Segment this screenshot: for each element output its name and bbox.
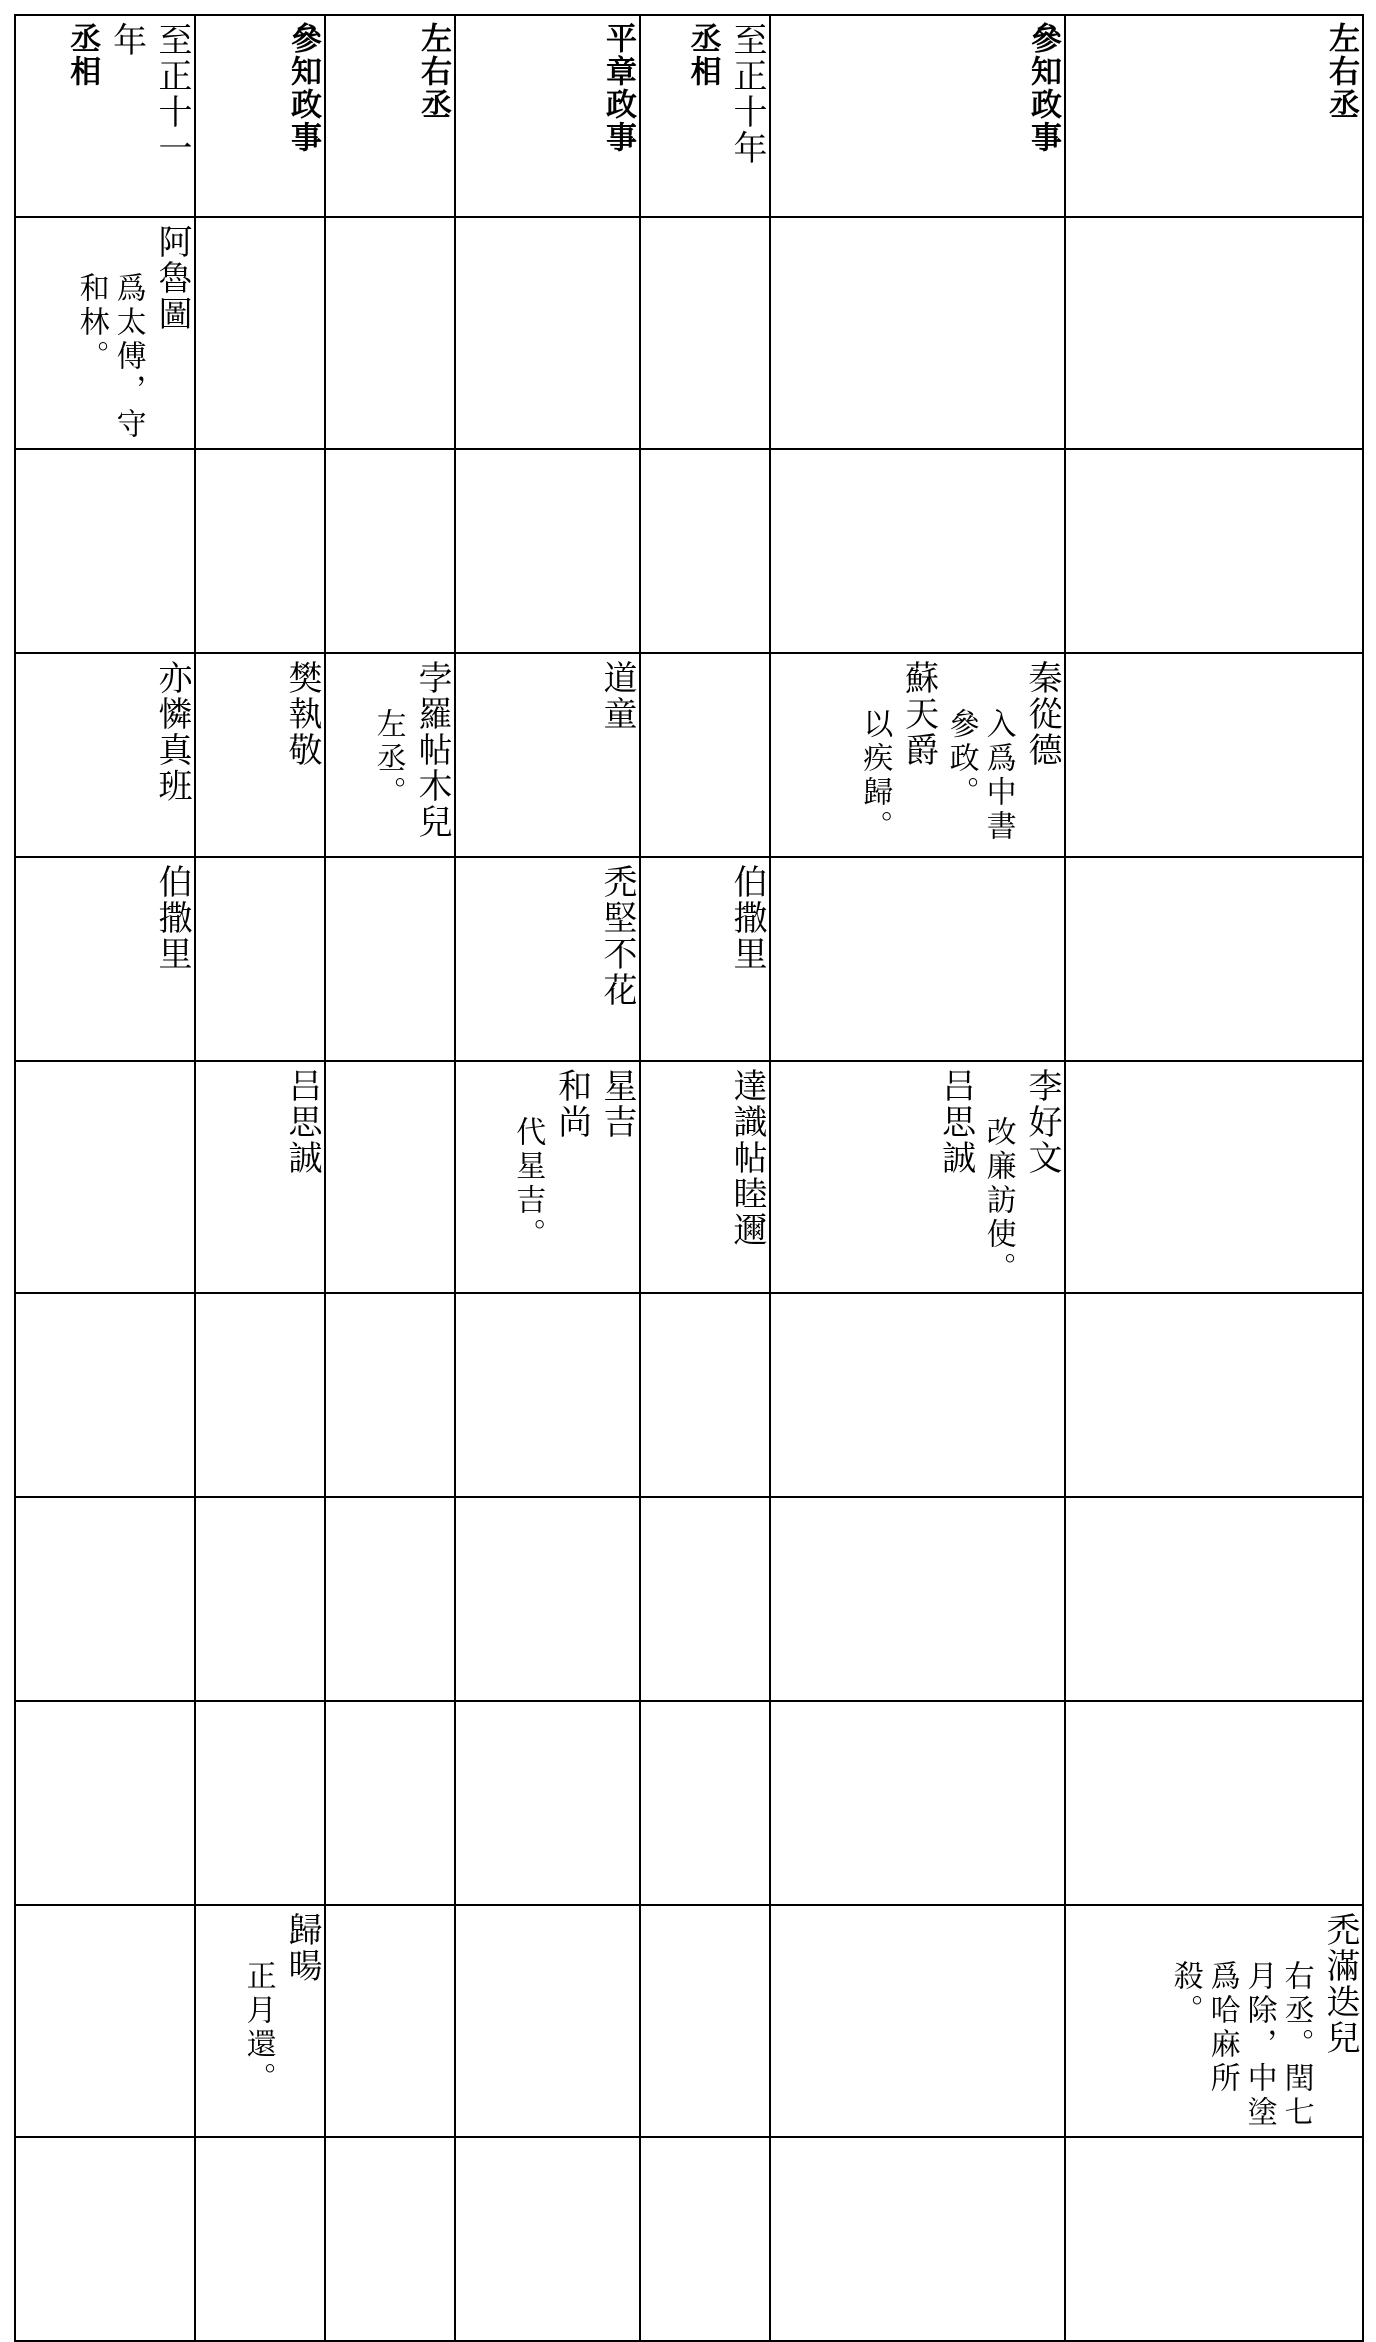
table-cell <box>770 449 1065 653</box>
table-cell <box>195 1905 325 2137</box>
table-cell <box>640 1061 770 1293</box>
table-cell <box>325 653 455 857</box>
official-name: 蘇天爵 <box>898 660 939 768</box>
header-zuoyoucheng-2: 左右丞 <box>1323 22 1359 121</box>
table-cell <box>195 2137 325 2341</box>
table-cell <box>640 449 770 653</box>
table-cell <box>1065 1701 1363 1905</box>
table-row <box>15 217 1363 449</box>
header-pingzhangzhengshi: 平章政事 <box>600 22 636 154</box>
header-zuoyou <box>325 15 455 217</box>
table-cell <box>1065 1061 1363 1293</box>
table-cell <box>1065 857 1363 1061</box>
header-zuoyoucheng: 左右丞 <box>415 22 451 121</box>
table-cell <box>1065 217 1363 449</box>
table-row <box>15 1701 1363 1905</box>
table-cell <box>455 857 640 1061</box>
table-cell <box>325 1497 455 1701</box>
header-canzhizhengshi: 參知政事 <box>285 22 321 154</box>
official-name: 和尚 <box>551 1068 592 1140</box>
official-name: 達識帖睦邇 <box>727 1068 767 1248</box>
table-cell <box>640 1701 770 1905</box>
official-note: 左丞。 <box>370 708 406 810</box>
table-cell <box>325 2137 455 2341</box>
table-cell <box>195 653 325 857</box>
official-name: 歸暘 <box>282 1912 322 1984</box>
table-cell <box>1065 449 1363 653</box>
table-row <box>15 1497 1363 1701</box>
header-year-10 <box>640 15 770 217</box>
table-cell <box>1065 1293 1363 1497</box>
official-name: 吕思誠 <box>282 1068 322 1176</box>
official-note: 右丞。閏七 <box>1278 1960 1314 2130</box>
official-note: 爲哈麻所 <box>1204 1960 1240 2096</box>
official-note: 月除，中塗 <box>1241 1960 1277 2130</box>
table-cell <box>455 449 640 653</box>
official-note: 和林。 <box>73 272 109 374</box>
official-name: 亦憐真班 <box>152 660 192 804</box>
table-cell <box>195 857 325 1061</box>
table-cell <box>195 449 325 653</box>
table-cell <box>455 1497 640 1701</box>
table-cell <box>640 1497 770 1701</box>
table-cell <box>640 217 770 449</box>
table-cell <box>325 449 455 653</box>
header-pingzhang <box>455 15 640 217</box>
official-name: 孛羅帖木兒 <box>412 660 452 840</box>
official-name: 星吉 <box>597 1068 637 1140</box>
table-cell <box>770 1497 1065 1701</box>
official-name: 道童 <box>597 660 637 732</box>
table-cell <box>455 1061 640 1293</box>
table-row <box>15 1905 1363 2137</box>
official-name: 李好文 <box>1022 1068 1062 1176</box>
table-cell <box>195 1701 325 1905</box>
header-chengxiang: 丞相 <box>64 22 101 88</box>
table-row <box>15 653 1363 857</box>
official-note: 以疾歸。 <box>857 708 893 844</box>
table-cell <box>1065 1905 1363 2137</box>
official-name: 伯撒里 <box>727 864 767 972</box>
header-zuoyou-2 <box>1065 15 1363 217</box>
table-cell <box>325 857 455 1061</box>
table-cell <box>640 653 770 857</box>
table-cell <box>455 1293 640 1497</box>
table-cell <box>770 1905 1065 2137</box>
table-cell <box>770 653 1065 857</box>
year-label-11: 至正十一 <box>152 22 192 166</box>
official-name: 樊執敬 <box>282 660 322 768</box>
official-note: 正月還。 <box>240 1960 276 2096</box>
table-cell <box>770 857 1065 1061</box>
header-row <box>15 15 1363 217</box>
table-cell <box>455 1905 640 2137</box>
table-cell <box>15 857 195 1061</box>
table-row <box>15 857 1363 1061</box>
table-cell <box>325 1293 455 1497</box>
header-year-11 <box>15 15 195 217</box>
table-cell <box>325 217 455 449</box>
table-cell <box>15 1293 195 1497</box>
official-name: 秦從德 <box>1022 660 1062 768</box>
year-label-11-suffix: 年 <box>106 22 147 58</box>
year-label-10: 至正十年 <box>727 22 767 166</box>
table-cell <box>770 2137 1065 2341</box>
table-cell <box>1065 1497 1363 1701</box>
table-cell <box>640 2137 770 2341</box>
official-note: 爲太傅，守 <box>110 272 146 442</box>
header-canzhizhengshi-2: 參知政事 <box>1025 22 1061 154</box>
header-chengxiang-2: 丞相 <box>684 22 721 88</box>
official-note: 參政。 <box>943 708 979 810</box>
official-note: 改廉訪使。 <box>980 1116 1016 1286</box>
table-cell <box>325 1701 455 1905</box>
table-cell <box>325 1061 455 1293</box>
table-cell <box>195 1497 325 1701</box>
table-cell <box>15 2137 195 2341</box>
official-note: 代星吉。 <box>510 1116 546 1252</box>
table-cell <box>455 2137 640 2341</box>
table-row <box>15 2137 1363 2341</box>
table-cell <box>15 1701 195 1905</box>
table-cell <box>455 217 640 449</box>
table-cell <box>15 653 195 857</box>
officials-table <box>14 14 1364 2342</box>
header-canzhi-2 <box>770 15 1065 217</box>
table-cell <box>195 1293 325 1497</box>
table-cell <box>770 1701 1065 1905</box>
official-name: 吕思誠 <box>935 1068 976 1176</box>
table-cell <box>195 1061 325 1293</box>
table-cell <box>195 217 325 449</box>
table-cell <box>455 653 640 857</box>
table-cell <box>15 1905 195 2137</box>
table-cell <box>1065 653 1363 857</box>
table-cell <box>770 217 1065 449</box>
table-cell <box>15 449 195 653</box>
table-cell <box>1065 2137 1363 2341</box>
header-canzhi <box>195 15 325 217</box>
table-row <box>15 1061 1363 1293</box>
official-name: 禿滿迭兒 <box>1320 1912 1360 2056</box>
table-row <box>15 449 1363 653</box>
table-cell <box>770 1293 1065 1497</box>
official-note: 入爲中書 <box>980 708 1016 844</box>
table-cell <box>640 1293 770 1497</box>
table-cell <box>640 1905 770 2137</box>
table-cell <box>15 217 195 449</box>
table-cell <box>770 1061 1065 1293</box>
table-cell <box>15 1497 195 1701</box>
official-note: 殺。 <box>1167 1960 1203 2028</box>
table-cell <box>640 857 770 1061</box>
table-cell <box>15 1061 195 1293</box>
official-name: 阿魯圖 <box>152 224 192 332</box>
official-name: 禿堅不花 <box>597 864 637 1008</box>
table-row <box>15 1293 1363 1497</box>
table-cell <box>325 1905 455 2137</box>
table-cell <box>455 1701 640 1905</box>
official-name: 伯撒里 <box>152 864 192 972</box>
